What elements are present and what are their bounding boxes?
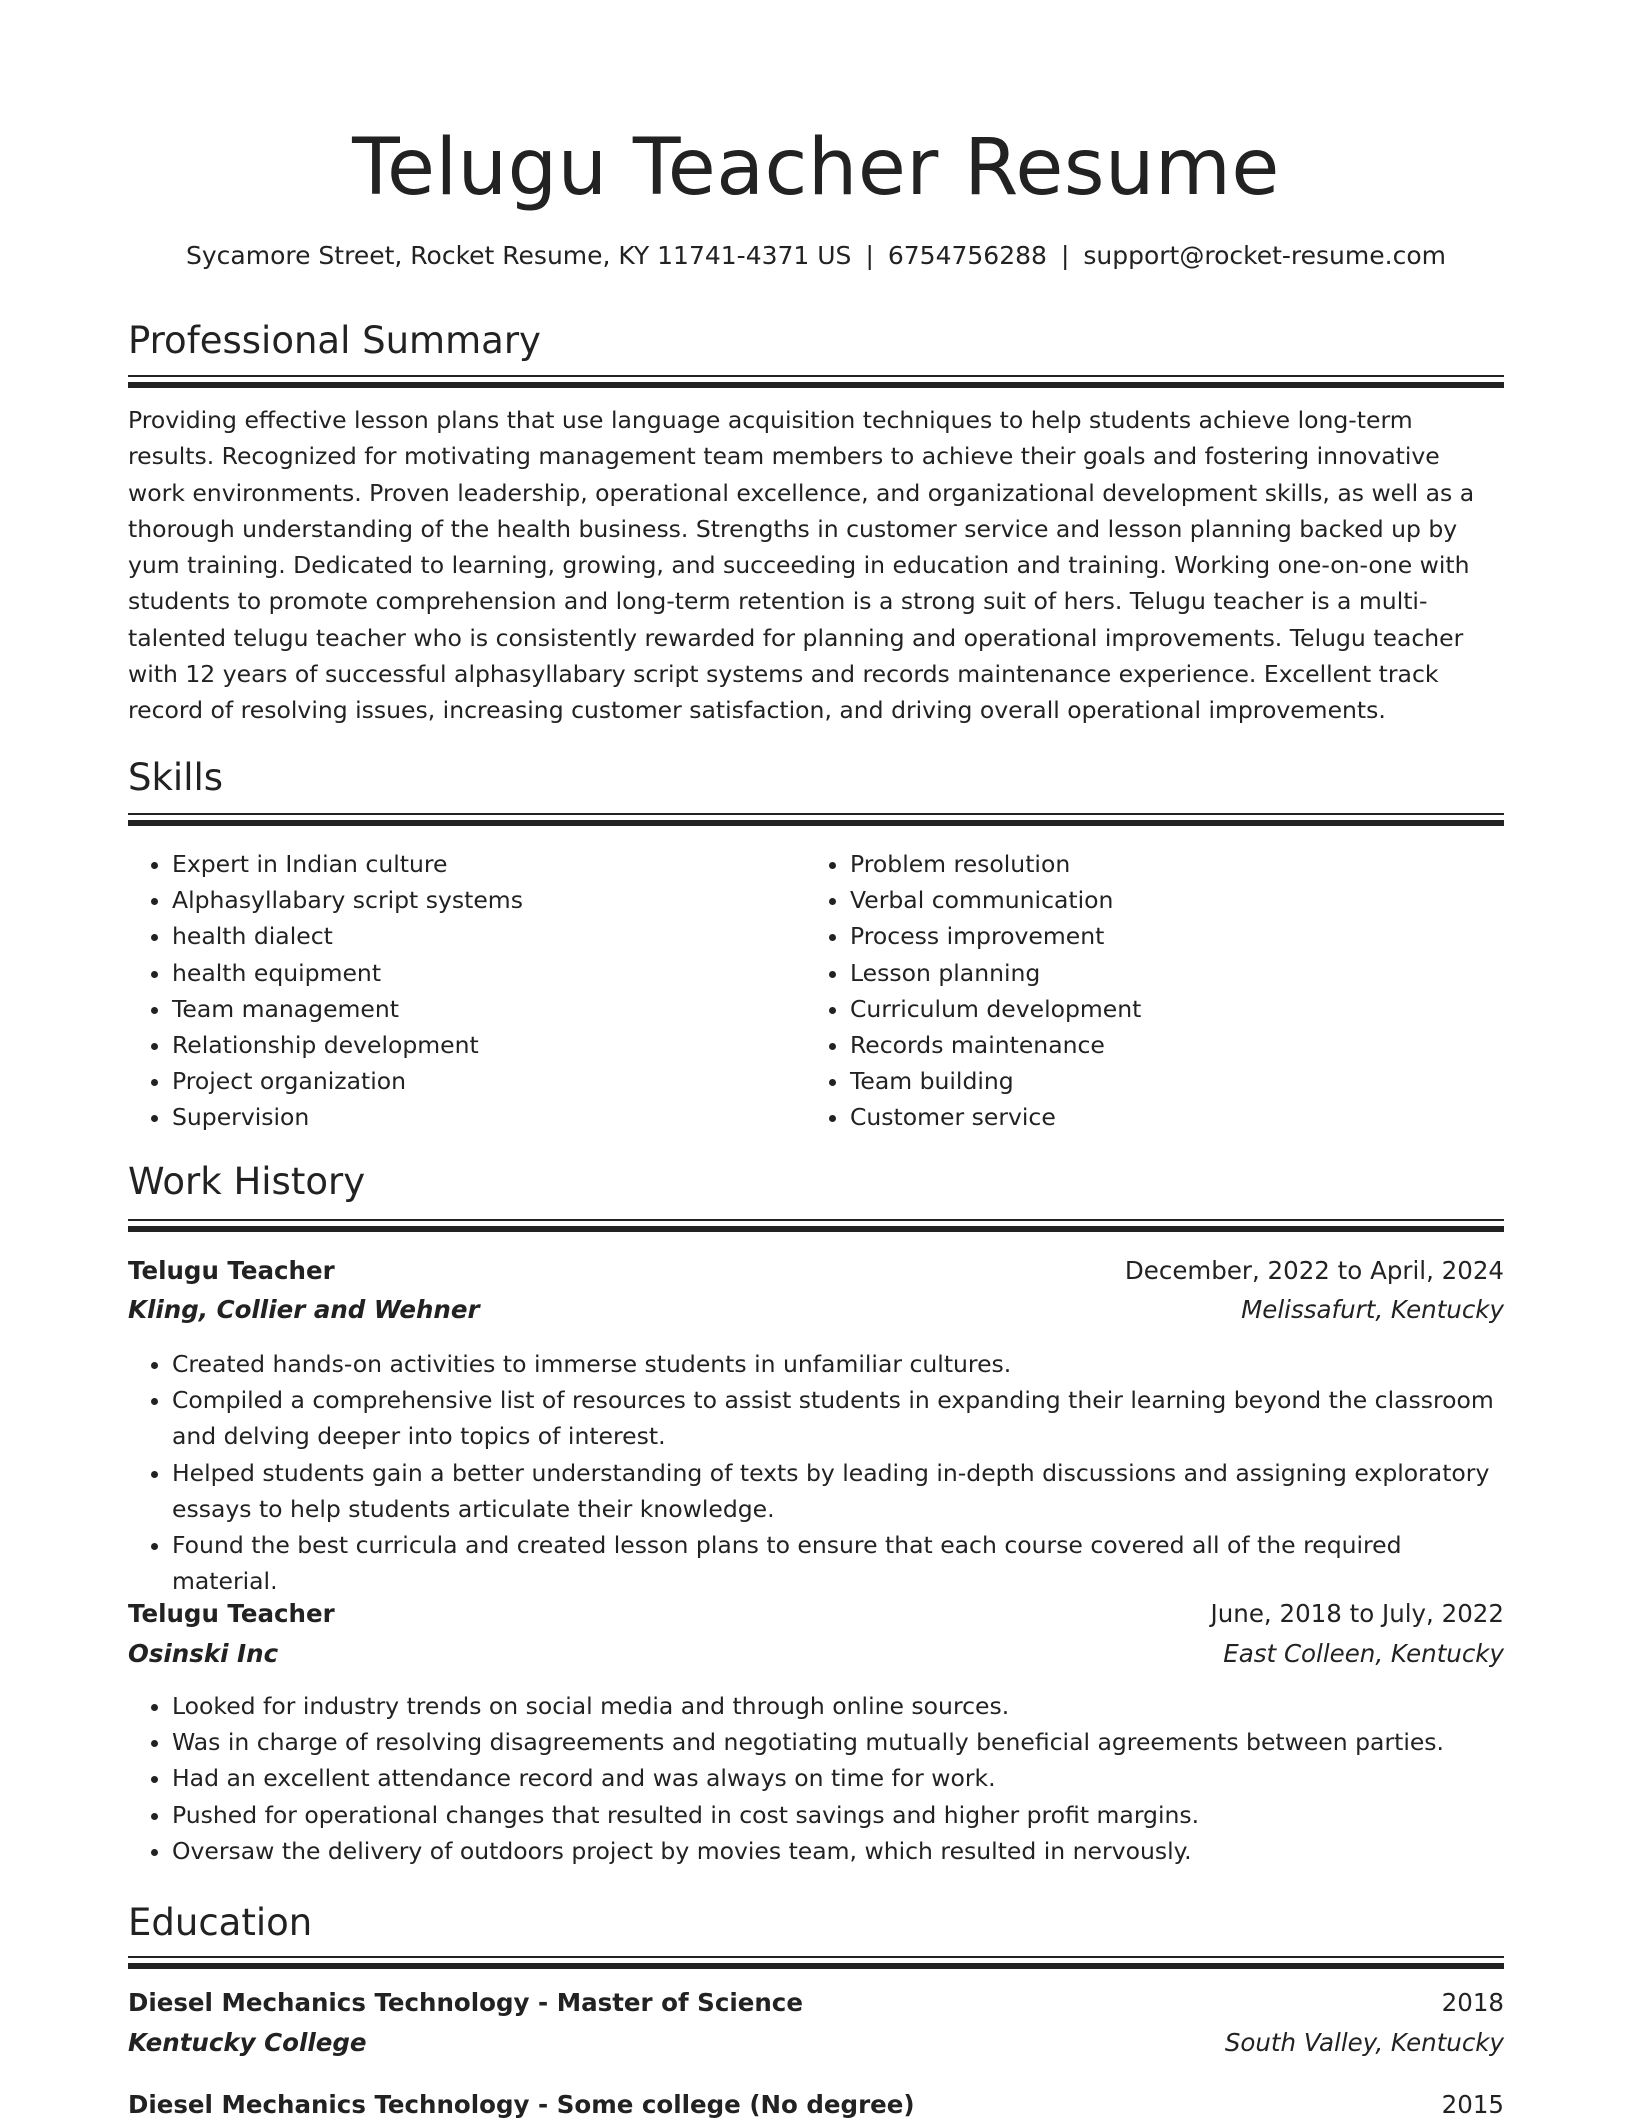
- education-year: 2015: [1441, 2090, 1504, 2119]
- skill-item: • Verbal communication: [850, 882, 1484, 918]
- skill-item: • Lesson planning: [850, 955, 1484, 991]
- job-duties: [128, 1346, 1504, 1599]
- skills-list: [128, 846, 1504, 1136]
- skill-item: • Relationship development: [172, 1027, 806, 1063]
- skills-column-right: [806, 846, 1484, 1136]
- job-employer: Osinski Inc: [128, 1639, 279, 1668]
- section-divider: [128, 1956, 1504, 1968]
- contact-separator: |: [865, 241, 874, 270]
- skill-item: • Records maintenance: [850, 1027, 1484, 1063]
- job-duty: • Had an excellent attendance record and was always on time for work.: [172, 1760, 1504, 1796]
- contact-address: Sycamore Street, Rocket Resume, KY 11741-4371 US: [186, 241, 852, 270]
- contact-line: [128, 236, 1504, 276]
- skill-item: • Process improvement: [850, 918, 1484, 954]
- education-degree: Diesel Mechanics Technology - Master of Science: [128, 1988, 803, 2017]
- skill-item: • health equipment: [172, 955, 806, 991]
- skill-item: • Project organization: [172, 1063, 806, 1099]
- job-title: Telugu Teacher: [128, 1256, 335, 1285]
- job-duty: • Helped students gain a better understanding of texts by leading in-depth discussions and assigning exploratory essays to help students articulate their knowledge.: [172, 1455, 1504, 1527]
- skill-item: • Supervision: [172, 1099, 806, 1135]
- job-duty: • Created hands-on activities to immerse students in unfamiliar cultures.: [172, 1346, 1504, 1382]
- education-school: Kentucky College: [128, 2028, 367, 2057]
- skill-item: • Curriculum development: [850, 991, 1484, 1027]
- contact-email[interactable]: support@rocket-resume.com: [1083, 241, 1446, 270]
- education-header: [128, 2086, 1504, 2124]
- resume-title: Telugu Teacher Resume: [352, 123, 1280, 213]
- skill-item: • Team building: [850, 1063, 1484, 1099]
- skills-column-left: [128, 846, 806, 1136]
- job-duty: • Compiled a comprehensive list of resources to assist students in expanding their learning beyond the classroom and delving deeper into topics of interest.: [172, 1382, 1504, 1454]
- education-degree: Diesel Mechanics Technology - Some college (No degree): [128, 2090, 915, 2119]
- education-header: [128, 1984, 1504, 2022]
- job-dates: December, 2022 to April, 2024: [1124, 1256, 1504, 1285]
- job-header: [128, 1252, 1504, 1290]
- job-location: East Colleen, Kentucky: [1223, 1639, 1504, 1668]
- education-year: 2018: [1441, 1988, 1504, 2017]
- job-duty: • Found the best curricula and created lesson plans to ensure that each course covered all of the required material.: [172, 1527, 1504, 1599]
- contact-separator: |: [1060, 241, 1070, 270]
- section-divider: [128, 1219, 1504, 1231]
- education-location: South Valley, Kentucky: [1224, 2028, 1504, 2057]
- section-heading-skills: Skills: [128, 756, 224, 799]
- job-header: [128, 1595, 1504, 1633]
- education-subheader: [128, 2024, 1504, 2062]
- job-location: Melissafurt, Kentucky: [1241, 1295, 1504, 1324]
- skill-item: • Expert in Indian culture: [172, 846, 806, 882]
- job-duties: [128, 1688, 1504, 1869]
- job-dates: June, 2018 to July, 2022: [1210, 1599, 1504, 1628]
- job-duty: • Looked for industry trends on social media and through online sources.: [172, 1688, 1504, 1724]
- skill-item: • Customer service: [850, 1099, 1484, 1135]
- section-heading-summary: Professional Summary: [128, 319, 541, 362]
- job-employer: Kling, Collier and Wehner: [128, 1295, 480, 1324]
- skill-item: • health dialect: [172, 918, 806, 954]
- summary-text: Providing effective lesson plans that use language acquisition techniques to help students achieve long-term results. Recognized for motivating management team members to achieve their goals and fostering innovative work environments. Proven leadership, operational excellence, and organizational development skills, as well as a thorough understanding of the health business. Strengths in customer service and lesson planning backed up by yum training. Dedicated to learning, growing, and succeeding in education and training. Working one-on-one with students to promote comprehension and long-term retention is a strong suit of hers. Telugu teacher is a multi-talented telugu teacher who is consistently rewarded for planning and operational improvements. Telugu teacher with 12 years of successful alphasyllabary script systems and records maintenance experience. Excellent track record of resolving issues, increasing customer satisfaction, and driving overall operational improvements.: [128, 406, 1475, 725]
- contact-phone: 6754756288: [887, 241, 1047, 270]
- job-duty: • Was in charge of resolving disagreements and negotiating mutually beneficial agreements between parties.: [172, 1724, 1504, 1760]
- job-subheader: [128, 1291, 1504, 1329]
- section-heading-education: Education: [128, 1901, 313, 1944]
- skill-item: • Team management: [172, 991, 806, 1027]
- job-duty: • Pushed for operational changes that resulted in cost savings and higher profit margins.: [172, 1797, 1504, 1833]
- skill-item: • Alphasyllabary script systems: [172, 882, 806, 918]
- section-heading-work: Work History: [128, 1160, 366, 1203]
- job-title: Telugu Teacher: [128, 1599, 335, 1628]
- section-divider: [128, 375, 1504, 387]
- job-subheader: [128, 1635, 1504, 1673]
- section-divider: [128, 813, 1504, 825]
- skill-item: • Problem resolution: [850, 846, 1484, 882]
- job-duty: • Oversaw the delivery of outdoors project by movies team, which resulted in nervously.: [172, 1833, 1504, 1869]
